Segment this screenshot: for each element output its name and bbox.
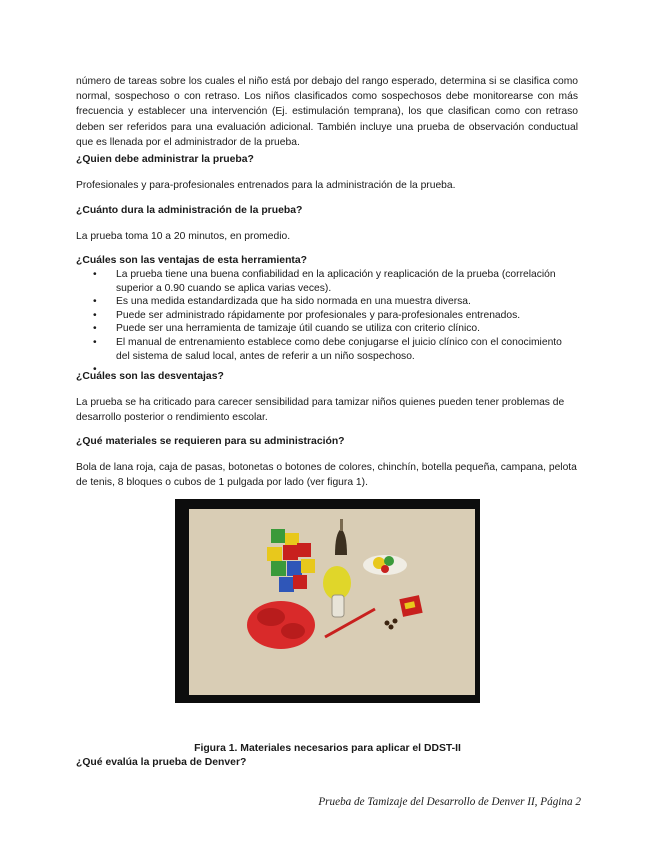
paragraph-disadvantages: La prueba se ha criticado para carecer sensibilidad para tamizar niños quienes pueden tener problemas de desarrollo posterior o rendimiento escolar. — [76, 397, 565, 424]
figure-caption: Figura 1. Materiales necesarios para aplicar el DDST-II — [194, 743, 461, 755]
list-item: • Puede ser una herramienta de tamizaje útil cuando se utiliza con criterio clínico. — [76, 322, 578, 336]
heading-who: ¿Quien debe administrar la prueba? — [76, 154, 254, 165]
list-item: • El manual de entrenamiento establece como debe conjugarse el juicio clínico con el conocimiento del sistema de salud local, antes de referir a un niño sospechoso. — [76, 336, 578, 363]
heading-duration: ¿Cuánto dura la administración de la prueba? — [76, 205, 303, 216]
list-item: • La prueba tiene una buena confiabilidad en la aplicación y reaplicación de la prueba (correlación superior a 0.90 cuando se aplica varias veces). — [76, 268, 578, 295]
heading-advantages: ¿Cuáles son las ventajas de esta herramienta? — [76, 255, 307, 266]
page-footer: Prueba de Tamizaje del Desarrollo de Denver II, Página 2 — [318, 796, 581, 808]
advantages-list — [76, 268, 578, 377]
paragraph-duration: La prueba toma 10 a 20 minutos, en promedio. — [76, 231, 291, 242]
materials-photo-illustration — [175, 499, 480, 703]
materials-photo — [175, 499, 480, 703]
paragraph-materials: Bola de lana roja, caja de pasas, botonetas o botones de colores, chinchín, botella pequeña, campana, pelota de tenis, 8 bloques o cubos de 1 pulgada por lado (ver figura 1). — [76, 462, 577, 489]
list-item: • Es una medida estandardizada que ha sido normada en una muestra diversa. — [76, 295, 578, 309]
paragraph-who: Profesionales y para-profesionales entrenados para la administración de la prueba. — [76, 180, 456, 191]
heading-disadvantages: ¿Cuáles son las desventajas? — [76, 371, 224, 382]
heading-evaluates: ¿Qué evalúa la prueba de Denver? — [76, 757, 247, 768]
heading-materials: ¿Qué materiales se requieren para su administración? — [76, 436, 345, 447]
list-item: • Puede ser administrado rápidamente por profesionales y para-profesionales entrenados. — [76, 309, 578, 323]
intro-paragraph: número de tareas sobre los cuales el niño está por debajo del rango esperado, determina si se clasifica como normal, sospechoso o con retraso. Los niños clasificados como sospechosos debe monitorearse con más frecuencia y establecer una intervención (Ej. estimulación temprana), los que clasifican como con retraso deben ser referidos para una evaluación adicional. También incluye una prueba de observación conductual que es llenada por el administrador de la prueba. — [76, 76, 578, 148]
